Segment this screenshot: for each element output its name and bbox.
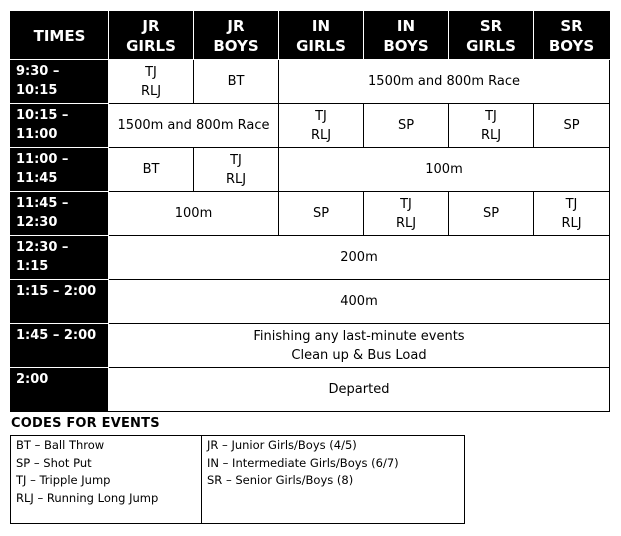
schedule-row (11, 280, 610, 324)
schedule-row (11, 236, 610, 280)
header-division: JR GIRLS (109, 12, 194, 60)
event-cell: BT (109, 148, 194, 192)
time-slot: 2:00 (11, 368, 109, 412)
event-cell: 1500m and 800m Race (279, 60, 610, 104)
event-cell: SP (534, 104, 610, 148)
schedule-row (11, 148, 610, 192)
schedule-row (11, 104, 610, 148)
codes-box (10, 435, 465, 524)
event-cell: Departed (109, 368, 610, 412)
event-cell: TJ RLJ (279, 104, 364, 148)
event-cell: 200m (109, 236, 610, 280)
event-cell: SP (449, 192, 534, 236)
event-cell: SP (364, 104, 449, 148)
schedule-body (11, 60, 610, 412)
event-cell: 400m (109, 280, 610, 324)
header-division: IN GIRLS (279, 12, 364, 60)
event-code-item: SP – Shot Put (16, 455, 92, 470)
event-code-item: RLJ – Running Long Jump (16, 490, 159, 505)
event-cell: TJ RLJ (109, 60, 194, 104)
event-code-item: BT – Ball Throw (16, 438, 105, 452)
event-code-item: TJ – Tripple Jump (16, 473, 111, 487)
event-cell: TJ RLJ (364, 192, 449, 236)
schedule-row (11, 368, 610, 412)
codes-title: CODES FOR EVENTS (11, 416, 160, 431)
division-code-item: SR – Senior Girls/Boys (8) (207, 473, 354, 487)
event-cell: TJ RLJ (194, 148, 279, 192)
event-cell: TJ RLJ (534, 192, 610, 236)
schedule-row (11, 192, 610, 236)
event-cell: 1500m and 800m Race (109, 104, 279, 148)
time-slot: 1:45 – 2:00 (11, 324, 109, 368)
header-division: SR BOYS (534, 12, 610, 60)
header-division: JR BOYS (194, 12, 279, 60)
header-division: IN BOYS (364, 12, 449, 60)
codes-division-list (202, 436, 464, 523)
event-cell: Finishing any last-minute events Clean up & Bus Load (109, 324, 610, 368)
time-slot: 11:45 – 12:30 (11, 192, 109, 236)
time-slot: 9:30 – 10:15 (11, 60, 109, 104)
event-cell: 100m (279, 148, 610, 192)
schedule-table (10, 11, 610, 412)
codes-event-list (11, 436, 202, 523)
division-code-item: JR – Junior Girls/Boys (4/5) (207, 438, 357, 452)
division-code-item: IN – Intermediate Girls/Boys (6/7) (207, 455, 399, 470)
schedule-row (11, 60, 610, 104)
time-slot: 1:15 – 2:00 (11, 280, 109, 324)
event-cell: TJ RLJ (449, 104, 534, 148)
schedule-row (11, 324, 610, 368)
time-slot: 10:15 – 11:00 (11, 104, 109, 148)
event-cell: SP (279, 192, 364, 236)
event-cell: BT (194, 60, 279, 104)
header-row (11, 12, 610, 60)
time-slot: 11:00 – 11:45 (11, 148, 109, 192)
event-cell: 100m (109, 192, 279, 236)
header-times: TIMES (11, 12, 109, 60)
time-slot: 12:30 – 1:15 (11, 236, 109, 280)
header-division: SR GIRLS (449, 12, 534, 60)
